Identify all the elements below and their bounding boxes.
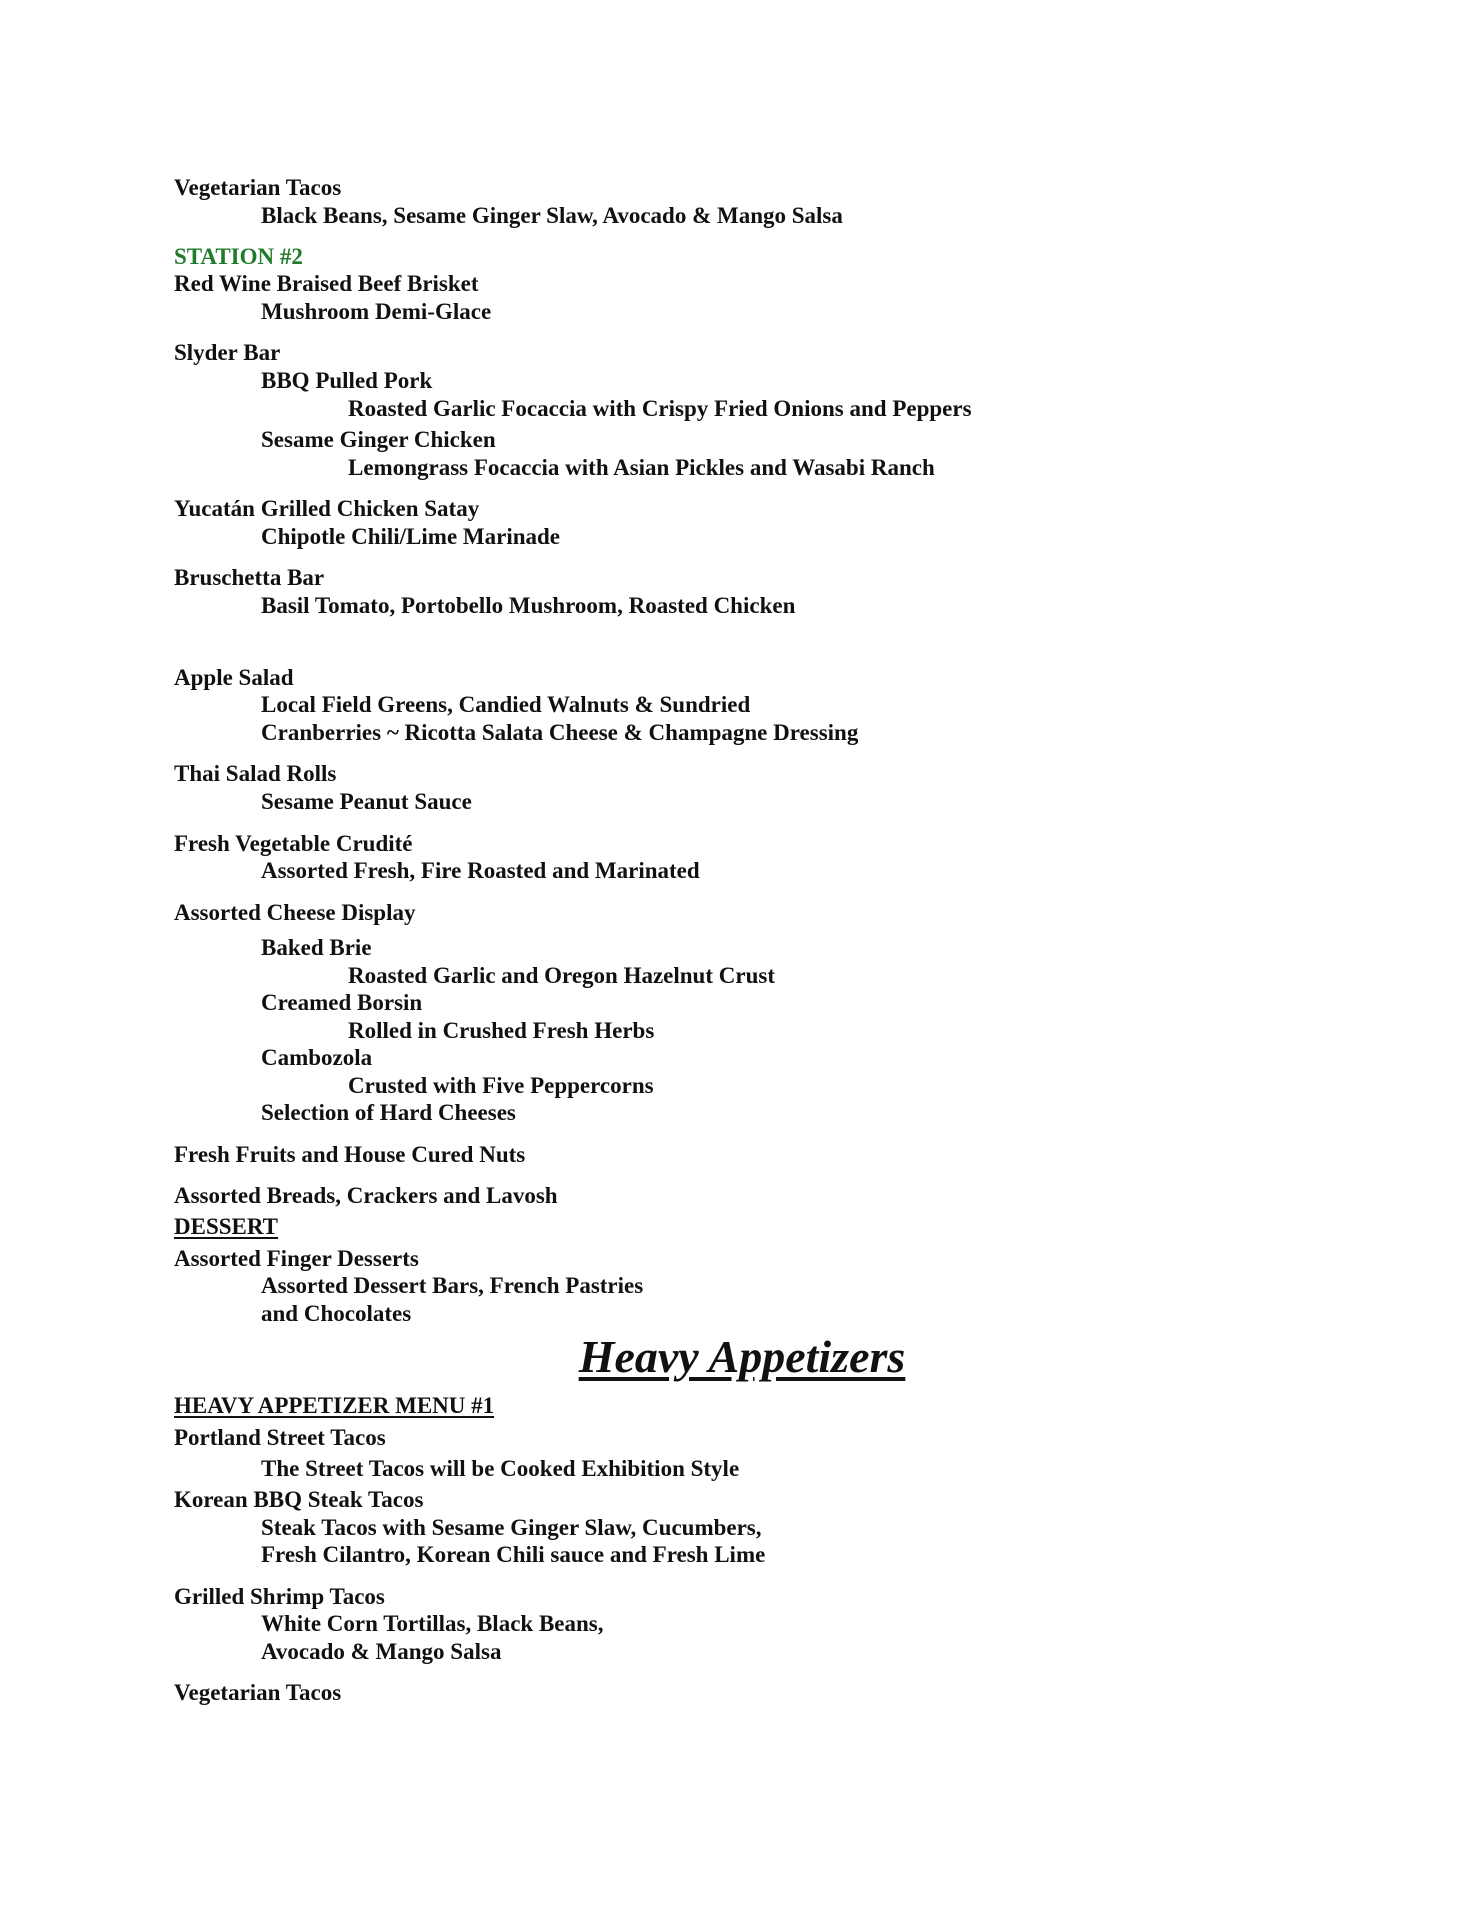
menu-item-title: Vegetarian Tacos [174, 1680, 342, 1705]
menu-item-description: Sesame Peanut Sauce [261, 789, 472, 814]
sub-item-title: Baked Brie [261, 935, 372, 960]
menu-item-description: The Street Tacos will be Cooked Exhibition Style [261, 1456, 740, 1481]
section-heading-heavy-appetizer-menu: HEAVY APPETIZER MENU #1 [174, 1393, 495, 1418]
menu-item-description: White Corn Tortillas, Black Beans, [261, 1611, 604, 1636]
menu-item-description: and Chocolates [261, 1301, 412, 1326]
menu-item-description: Avocado & Mango Salsa [261, 1639, 502, 1664]
menu-item-description: Mushroom Demi-Glace [261, 299, 492, 324]
sub-item-description: Rolled in Crushed Fresh Herbs [348, 1018, 655, 1043]
menu-item-title: Portland Street Tacos [174, 1425, 386, 1450]
sub-item-description: Crusted with Five Peppercorns [348, 1073, 654, 1098]
menu-item-description: Fresh Cilantro, Korean Chili sauce and Fresh Lime [261, 1542, 766, 1567]
sub-item-description: Lemongrass Focaccia with Asian Pickles and Wasabi Ranch [348, 455, 935, 480]
sub-item-description: Roasted Garlic Focaccia with Crispy Fried Onions and Peppers [348, 396, 972, 421]
sub-item-description: Roasted Garlic and Oregon Hazelnut Crust [348, 963, 775, 988]
menu-item-description: Cranberries ~ Ricotta Salata Cheese & Champagne Dressing [261, 720, 859, 745]
menu-item-description: Basil Tomato, Portobello Mushroom, Roasted Chicken [261, 593, 796, 618]
menu-item-title: Assorted Breads, Crackers and Lavosh [174, 1183, 558, 1208]
menu-item-description: Local Field Greens, Candied Walnuts & Sundried [261, 692, 751, 717]
menu-item-title: Apple Salad [174, 665, 294, 690]
menu-item-description: Assorted Fresh, Fire Roasted and Marinated [261, 858, 700, 883]
menu-item-title: Slyder Bar [174, 340, 281, 365]
section-heading-dessert: DESSERT [174, 1214, 279, 1239]
sub-item-title: Creamed Borsin [261, 990, 423, 1015]
menu-item-description: Black Beans, Sesame Ginger Slaw, Avocado & Mango Salsa [261, 203, 843, 228]
station-heading: STATION #2 [174, 244, 303, 269]
menu-item-title: Grilled Shrimp Tacos [174, 1584, 385, 1609]
menu-item-description: Steak Tacos with Sesame Ginger Slaw, Cucumbers, [261, 1515, 762, 1540]
menu-item-description: Chipotle Chili/Lime Marinade [261, 524, 560, 549]
menu-item-title: Bruschetta Bar [174, 565, 325, 590]
menu-item-title: Korean BBQ Steak Tacos [174, 1487, 424, 1512]
menu-item-title: Fresh Vegetable Crudité [174, 831, 413, 856]
menu-item-title: Fresh Fruits and House Cured Nuts [174, 1142, 526, 1167]
sub-item-title: BBQ Pulled Pork [261, 368, 433, 393]
menu-item-title: Assorted Cheese Display [174, 900, 416, 925]
menu-item-title: Thai Salad Rolls [174, 761, 337, 786]
sub-item-title: Selection of Hard Cheeses [261, 1100, 516, 1125]
menu-item-title: Yucatán Grilled Chicken Satay [174, 496, 480, 521]
menu-item-title: Assorted Finger Desserts [174, 1246, 419, 1271]
menu-item-description: Assorted Dessert Bars, French Pastries [261, 1273, 644, 1298]
menu-item-title: Red Wine Braised Beef Brisket [174, 271, 479, 296]
page-title: Heavy Appetizers [578, 1331, 906, 1382]
sub-item-title: Sesame Ginger Chicken [261, 427, 496, 452]
sub-item-title: Cambozola [261, 1045, 373, 1070]
menu-item-title: Vegetarian Tacos [174, 175, 342, 200]
